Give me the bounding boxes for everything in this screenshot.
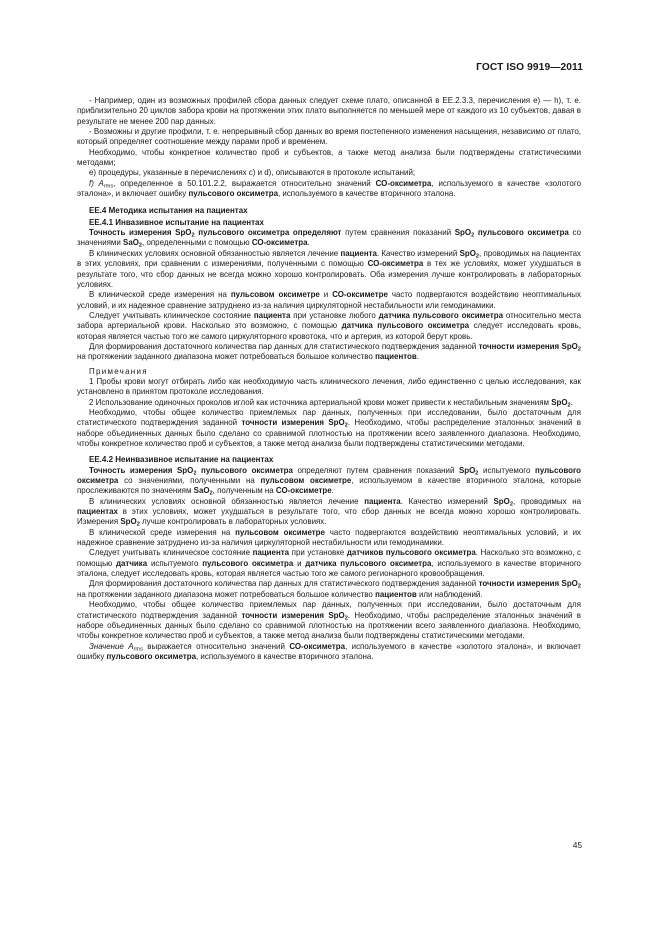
paragraph-invasive-accuracy: Точность измерения SpO$_2$ пульсового оксиметра определяют путем сравнения показаний SpO$_2$ пульсового оксиметра со значениями SaO$_2$, определенными с помощью СО-оксиметра. [77, 228, 581, 249]
paragraph-other-profiles: - Возможны и другие профили, т. е. непрерывный сбор данных во время постепенного изменения насыщения, независимо от плато, который определяет соотношение между парами проб и временем. [77, 127, 581, 147]
paragraph-arms-value: Значение $A_{rms}$ выражается относительно значений СО-оксиметра, используемого в качестве «золотого эталона», и включает ошибку пульсового оксиметра, используемого в качестве вторичного эталона. [77, 641, 582, 661]
paragraph-clinical-environment-invasive: В клинической среде измерения на пульсовом оксиметре и СО-оксиметре часто подвергаются воздействию неоптимальных условий, и их надежное сравнение затруднено из-за наличия циркуляторной нестабильности или гемодинамики. [77, 290, 581, 310]
paragraph-plateau-profile: - Например, один из возможных профилей сбора данных следует схеме плато, описанной в ЕЕ.2.3.3, перечисления е) — h), т. е. приблизительно 20 циклов забора крови на протяжении этих плато выполняется по меньшей мере от каждого из 10 субъектов, давая в результате не менее 200 пар данных. [77, 96, 581, 126]
paragraph-clinical-conditions-invasive: В клинических условиях основной обязанностью является лечение пациента. Качество измерений SpO$_2$, проводимых на пациентах в этих условиях, при сравнении с измерениями, полученными с помощью СО-оксиметра в тех же условиях, может ухудшаться в результате того, что сбор данных не всегда можно хорошо контролировать. Оба измерения лучше контролировать в лабораторных условиях. [77, 248, 581, 289]
paragraph-clinical-conditions-noninvasive: В клинических условиях основной обязанностью является лечение пациента. Качество измерений SpO$_2$, проводимых на пациентах в этих условиях, может ухудшаться в результате того, что сбор данных не всегда можно хорошо контролировать. Измерения SpO$_2$ лучше контролировать в лабораторных условиях. [77, 496, 582, 528]
document-body [77, 96, 581, 662]
page-number: 45 [572, 841, 582, 850]
paragraph-noninvasive-accuracy: Точность измерения SpO$_2$ пульсового оксиметра определяют путем сравнения показаний SpO$_2$ испытуемого пульсового оксиметра со значениями, полученными на пульсовом оксиметре, используемом в качестве вторичного эталона, которые прослеживаются по значениям SaO$_2$, полученным на СО-оксиметре. [77, 465, 582, 497]
list-item-f: f) $A_{rms}$, определенное в 50.101.2.2, выражается относительно значений СО-оксиметра, используемого в качестве «золотого эталона», и включает ошибку пульсового оксиметра, используемого в качестве вторичного эталона. [77, 178, 581, 199]
paragraph-total-pairs-invasive: Необходимо, чтобы общее количество приемлемых пар данных, полученных при исследовании, было достаточным для статистического подтверждения заданной точности измерения SpO$_2$. Необходимо, чтобы распределение эталонных значений в наборе объединенных данных было сделано со сравнимой плотностью на протяжении всего заявленного диапазона. Необходимо, чтобы конкретное количество проб и субъектов, а также метод анализа были подтверждены статистическими методами. [77, 407, 581, 448]
standard-designation: ГОСТ ISO 9919—2011 [476, 62, 583, 73]
section-heading-ee42: ЕЕ.4.2 Неинвазивное испытание на пациентах [89, 455, 274, 465]
note-2: 2 Использование одиночных проколов иглой как источника артериальной крови может привести к нестабильным значениям SpO$_2$. [89, 397, 573, 409]
running-header [0, 62, 661, 76]
paragraph-sensor-placement-noninvasive: Следует учитывать клиническое состояние пациента при установке датчиков пульсового оксиметра. Насколько это возможно, с помощью датчика испытуемого пульсового оксиметра и датчика пульсового оксиметра, используемого в качестве вторичного эталона, следует исследовать кровь, которая является частью того же самого регионарного кровообращения. [77, 548, 582, 579]
notes-heading: Примечания [89, 366, 148, 376]
paragraph-statistical-methods: Необходимо, чтобы конкретное количество проб и субъектов, а также метод анализа были подтверждены статистическими методами; [77, 147, 581, 168]
section-heading-ee41: ЕЕ.4.1 Инвазивное испытание на пациентах [89, 217, 264, 227]
paragraph-total-pairs-noninvasive: Необходимо, чтобы общее количество приемлемых пар данных, полученных при исследовании, было достаточным для статистического подтверждения заданной точности измерения SpO$_2$. Необходимо, чтобы распределение эталонных значений в наборе объединенных данных было сделано со сравнимой плотностью на протяжении всего заявленного диапазона. Необходимо, чтобы конкретное количество проб и субъектов, а также метод анализа были подтверждены статистическими методами. [77, 600, 581, 641]
paragraph-data-pairs-noninvasive: Для формирования достаточного количества пар данных для статистического подтверждения заданной точности измерения SpO$_2$ на протяжении заданного диапазона может потребоваться большое количество пациентов или наблюдений. [77, 579, 581, 599]
note-1: 1 Пробы крови могут отбирать либо как необходимую часть клинического лечения, либо единственно с целью исследования, как установлено в принятом протоколе исследования. [77, 376, 581, 397]
section-heading-ee4: ЕЕ.4 Методика испытания на пациентах [89, 206, 248, 216]
paragraph-sensor-placement-invasive: Следует учитывать клиническое состояние пациента при установке любого датчика пульсового оксиметра относительно места забора артериальной крови. Насколько это возможно, с помощью датчика пульсового оксиметра следует исследовать кровь, которая является частью того же самого циркуляторного кровотока, что и артерия, из которой берут кровь. [77, 310, 581, 341]
paragraph-data-pairs-invasive: Для формирования достаточного количества пар данных для статистического подтверждения заданной точности измерения SpO$_2$ на протяжении заданного диапазона может потребоваться большое количество пациентов. [77, 341, 581, 362]
list-item-e: е) процедуры, указанные в перечислениях с) и d), описываются в протоколе испытаний; [89, 168, 416, 178]
paragraph-clinical-environment-noninvasive: В клинической среде измерения на пульсовом оксиметре часто подвергаются воздействию неоптимальных условий, и их надежное сравнение затруднено из-за наличия циркуляторной нестабильности или гемодинамики. [77, 527, 581, 548]
